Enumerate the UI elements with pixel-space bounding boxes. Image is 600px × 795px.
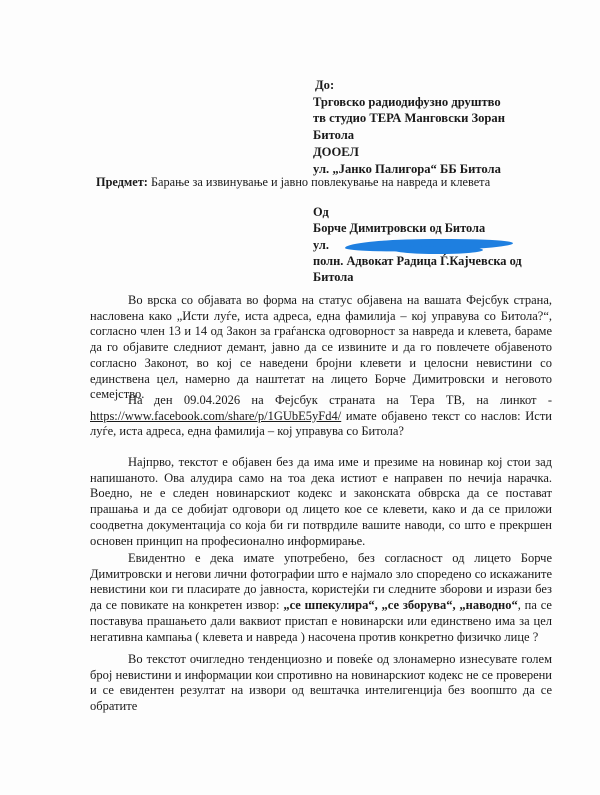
quoted-phrases: „се шпекулира“, „се зборува“, „наводно“ [283,598,518,613]
subject-line [96,175,566,190]
paragraph-4-text: Евидентно е дека имате употребено, без согласност од лицето Борче Димитровски и негови лични фотографии што е најмало зло споредено со искажаните невистини кои ги пласирате до јавноста, користејќи ги следните зборови и изрази без да се повикате на конкретен извор: [90,551,552,613]
sender-attorney-city: Битола [313,270,354,285]
paragraph-5: Во текстот очигледно тенденциозно и повеќе од злонамерно изнесувате голем број невистини и информации кои спротивно на новинарскиот кодекс не се проверени и се евидентен резултат на извори од вештачка интелигенција без воопшто да се обратите [90,652,552,714]
recipient-line: Битола [313,128,355,143]
sender-label: Од [313,205,329,219]
street-prefix: ул. [313,237,329,252]
paragraph-1: Во врска со објавата во форма на статус објавена на вашата Фејсбук страна, насловена како „Исти луѓе, иста адреса, една фамилија – кој управува со Битола?“, согласно член 13 и 14 од Закон за граѓанска одговорност за навреда и клевета, бараме да го објавите следниот демант, јавно да се извините и да го повлечете објавеното согласно Законот, во кој се наведени бројни клевети и целосни невистини со единствена цел, намерно да наштетат на лицето Борче Димитровски и неговото семејство. [90,293,552,402]
paragraph-2-text: На ден 09.04.2026 на Фејсбук страната на Тера ТВ, на линкот - [128,393,552,407]
subject-label: Предмет: [96,175,148,189]
recipient-label: До: [315,78,335,92]
recipient-line: ДООЕЛ [313,144,359,159]
subject-text: Барање за извинување и јавно повлекување на навреда и клевета [150,175,491,189]
recipient-line: тв студио ТЕРА Манговски Зоран [313,111,505,126]
facebook-link[interactable]: https://www.facebook.com/share/p/1GUbE5yFd4/ [90,408,342,423]
sender-name: Борче Димитровски од Битола [313,221,486,236]
paragraph-4 [90,551,552,645]
paragraph-3: Најпрво, текстот е објавен без да има име и презиме на новинар кој стои зад напишаното. Ова алудира само на тоа дека истиот е направен по нечија нарачка. Воедно, не е следен новинарскиот кодекс и законската обврска да се постават прашања и да се добијат одговори од лицето кое се клевети, како и да се приложи соодветна документација со која би ги потврдиле вашите наводи, со што е прекршен основен принцип на професионално информирање. [90,455,552,548]
paragraph-2 [90,393,552,440]
recipient-line: Трговско радиодифузно друштво [313,94,501,109]
paragraph-2-text: имате објавено текст со наслов: Исти луѓе, иста адреса, една фамилија – кој управува со Битола? [90,408,552,439]
sender-block [313,204,583,285]
sender-street [313,237,583,253]
paragraph-4-text: , па се поставува прашањето дали ваквиот пристап е новинарски или единствено има за цел негативна кампања ( клевета и навреда ) насочена против конкретно физичко лице ? [90,598,552,644]
recipient-line: ул. „Јанко Палигора“ ББ Битола [313,161,501,176]
sender-attorney: полн. Адвокат Радица Ѓ.Кајчевска од [313,253,522,268]
recipient-block [313,77,573,177]
